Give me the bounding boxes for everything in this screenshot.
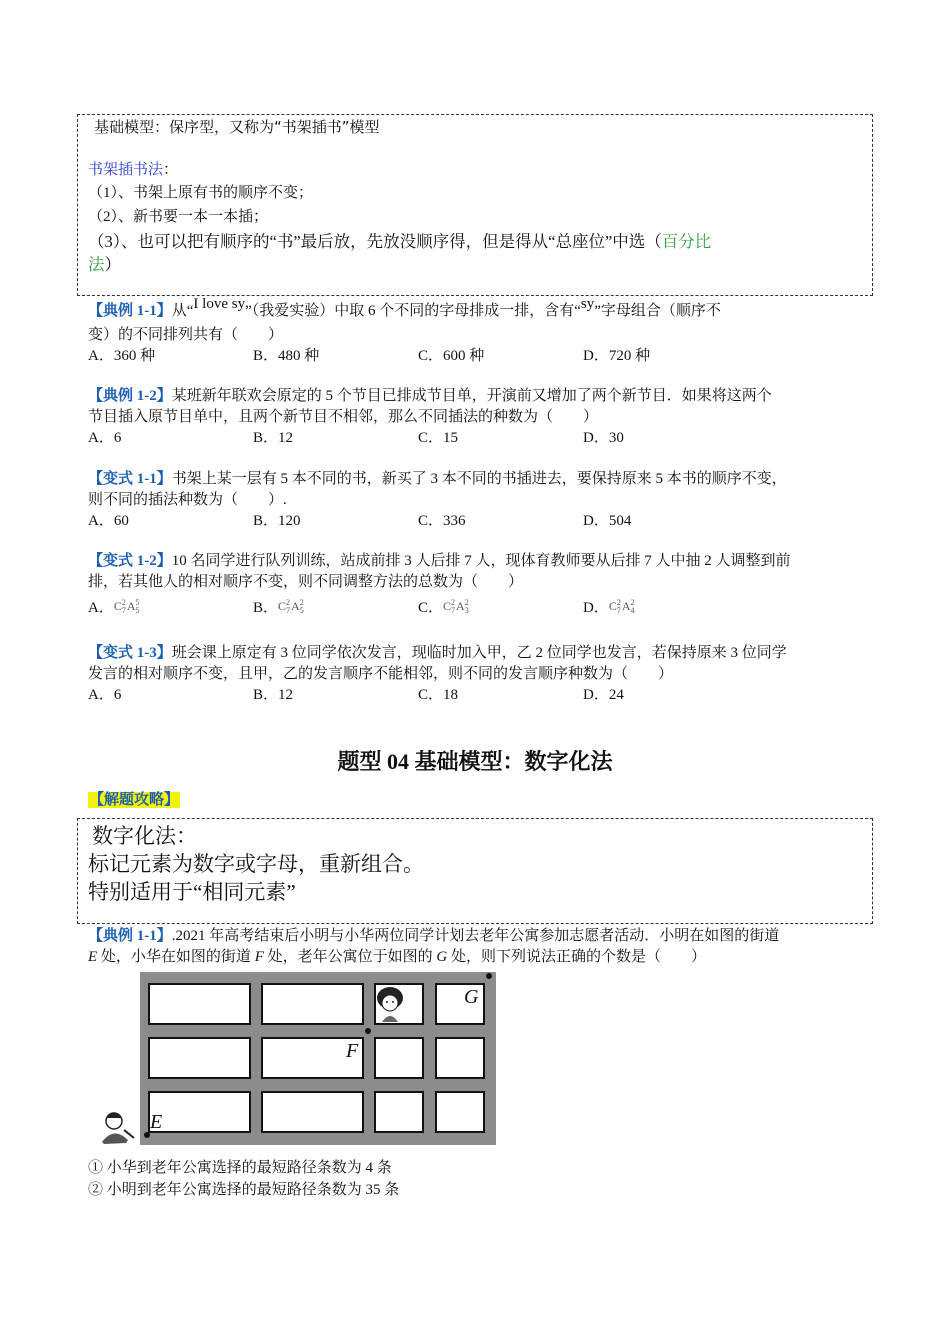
q2-text-1: 某班新年联欢会原定的 5 个节目已排成节目单，开演前又增加了两个新节目．如果将这两个 bbox=[171, 388, 772, 404]
q2-option-c[interactable]: C．15 bbox=[418, 430, 459, 446]
label-g: G bbox=[464, 986, 479, 1008]
method-item-3-close: ） bbox=[104, 255, 121, 274]
q6-text-2b: 处，老年公寓位于如图的 bbox=[263, 949, 437, 965]
q6-point-f: F bbox=[254, 949, 264, 965]
model-box-1 bbox=[77, 114, 873, 296]
q2-option-d[interactable]: D．30 bbox=[583, 430, 624, 446]
q4-tag: 【变式 1-2】 bbox=[88, 553, 172, 569]
method-item-3-cont bbox=[88, 254, 121, 275]
q3-option-c[interactable]: C．336 bbox=[418, 513, 466, 529]
box2-line-3: 特别适用于“相同元素” bbox=[88, 880, 296, 904]
q1-option-c[interactable]: C．600 种 bbox=[418, 348, 485, 364]
q4-option-b-formula: C 2 7 A 2 5 bbox=[278, 598, 304, 616]
method-item-3 bbox=[88, 231, 711, 252]
q4-option-a[interactable] bbox=[88, 598, 140, 619]
q2-tag: 【典例 1-2】 bbox=[88, 388, 172, 404]
q6-statement-2: ② 小明到老年公寓选择的最短路径条数为 35 条 bbox=[88, 1182, 400, 1198]
method-colon: ： bbox=[163, 162, 179, 178]
q6-line-1 bbox=[88, 926, 779, 947]
q6-line-2 bbox=[88, 947, 706, 968]
block-r2c4 bbox=[436, 1038, 484, 1078]
block-r3c1 bbox=[149, 1092, 250, 1132]
q6-statement-1: ① 小华到老年公寓选择的最短路径条数为 4 条 bbox=[88, 1160, 392, 1176]
point-g-dot bbox=[486, 973, 492, 979]
q3-option-a[interactable]: A．60 bbox=[88, 513, 129, 529]
boy-icon bbox=[102, 1113, 134, 1144]
q4-option-b[interactable] bbox=[253, 598, 304, 619]
q4-option-a-letter: A． bbox=[88, 600, 114, 616]
q6-point-e: E bbox=[88, 949, 98, 965]
q5-text-1: 班会课上原定有 3 位同学依次发言，现临时加入甲，乙 2 位同学也发言，若保持原来 3 位同学 bbox=[171, 645, 787, 661]
percentage-method: 百分比 bbox=[661, 232, 712, 251]
q6-tag: 【典例 1-1】 bbox=[88, 928, 172, 944]
q3-line-2: 则不同的插法种数为（ ）. bbox=[88, 492, 287, 508]
q2-line-2: 节目插入原节目单中，且两个新节目不相邻，那么不同插法的种数为（ ） bbox=[88, 409, 599, 425]
q5-tag: 【变式 1-3】 bbox=[88, 645, 172, 661]
q1-quote-2: sy bbox=[580, 296, 595, 312]
block-r2c3 bbox=[375, 1038, 423, 1078]
q4-option-c-formula: C 2 7 A 2 3 bbox=[443, 598, 469, 616]
q5-option-a[interactable]: A．6 bbox=[88, 687, 122, 703]
label-e: E bbox=[150, 1111, 163, 1133]
q6-point-g: G bbox=[436, 949, 448, 965]
q3-option-d[interactable]: D．504 bbox=[583, 513, 632, 529]
q1-quote-1: I love sy bbox=[193, 296, 246, 312]
block-r3c3 bbox=[375, 1092, 423, 1132]
strategy-label bbox=[88, 791, 180, 809]
box2-line-1: 数字化法： bbox=[92, 824, 197, 848]
q4-option-d[interactable] bbox=[583, 598, 635, 619]
strategy-label-text: 【解题攻略】 bbox=[89, 792, 180, 808]
q1-line-1 bbox=[88, 296, 721, 322]
q1-line-2: 变）的不同排列共有（ ） bbox=[88, 327, 284, 343]
q3-tag: 【变式 1-1】 bbox=[88, 471, 172, 487]
block-r1c1 bbox=[149, 984, 250, 1024]
q6-text-2a: 处，小华在如图的街道 bbox=[97, 949, 255, 965]
method-item-1: （1）、书架上原有书的顺序不变； bbox=[88, 185, 314, 201]
q4-option-c-letter: C． bbox=[418, 600, 444, 616]
q4-option-c[interactable] bbox=[418, 598, 469, 619]
label-f: F bbox=[346, 1040, 359, 1062]
q2-line-1 bbox=[88, 386, 772, 407]
q5-option-d[interactable]: D．24 bbox=[583, 687, 624, 703]
block-r3c2 bbox=[262, 1092, 363, 1132]
q3-option-b[interactable]: B．120 bbox=[253, 513, 301, 529]
box2-line-2: 标记元素为数字或字母，重新组合。 bbox=[88, 852, 424, 876]
percentage-method-cont: 法 bbox=[88, 255, 105, 274]
section-title: 题型 04 基础模型：数字化法 bbox=[337, 749, 613, 774]
q5-line-1 bbox=[88, 643, 787, 664]
q1-option-a[interactable]: A．360 种 bbox=[88, 348, 156, 364]
point-f-dot bbox=[365, 1028, 371, 1034]
method-item-2: （2）、新书要一本一本插； bbox=[88, 209, 269, 225]
block-r1c2 bbox=[262, 984, 363, 1024]
q1-tag: 【典例 1-1】 bbox=[88, 303, 172, 319]
q2-option-b[interactable]: B．12 bbox=[253, 430, 294, 446]
block-r2c1 bbox=[149, 1038, 250, 1078]
method-name bbox=[88, 160, 178, 181]
method-name-text: 书架插书法 bbox=[88, 162, 164, 178]
block-r3c4 bbox=[436, 1092, 484, 1132]
q4-line-1 bbox=[88, 551, 791, 572]
q5-option-b[interactable]: B．12 bbox=[253, 687, 294, 703]
q3-text-1: 书架上某一层有 5 本不同的书，新买了 3 本不同的书插进去，要保持原来 5 本书的顺序不变， bbox=[171, 471, 787, 487]
q1-option-d[interactable]: D．720 种 bbox=[583, 348, 651, 364]
method-item-3-text: （3）、也可以把有顺序的“书”最后放，先放没顺序得，但是得从“总座位”中选（ bbox=[88, 232, 662, 251]
q6-text-1: .2021 年高考结束后小明与小华两位同学计划去老年公寓参加志愿者活动．小明在如图的街道 bbox=[171, 928, 780, 944]
q1-text-a: 从“ bbox=[171, 303, 194, 319]
q4-line-2: 排，若其他人的相对顺序不变，则不同调整方法的总数为（ ） bbox=[88, 574, 524, 590]
q4-option-b-letter: B． bbox=[253, 600, 279, 616]
model-box-1-title: 基础模型：保序型，又称为“书架插书”模型 bbox=[94, 118, 380, 136]
street-grid-figure bbox=[96, 970, 500, 1148]
q1-text-b: ”（我爱实验）中取 6 个不同的字母排成一排，含有“ bbox=[245, 303, 581, 319]
q4-option-d-letter: D． bbox=[583, 600, 609, 616]
q4-text-1: 10 名同学进行队列训练，站成前排 3 人后排 7 人，现体育教师要从后排 7 人中抽 2 人调整到前 bbox=[171, 553, 791, 569]
q5-line-2: 发言的相对顺序不变，且甲，乙的发言顺序不能相邻，则不同的发言顺序种数为（ ） bbox=[88, 666, 674, 682]
q1-option-b[interactable]: B．480 种 bbox=[253, 348, 320, 364]
q6-text-2c: 处，则下列说法正确的个数是（ ） bbox=[447, 949, 706, 965]
q1-text-c: ”字母组合（顺序不 bbox=[594, 303, 721, 319]
q3-line-1 bbox=[88, 469, 787, 490]
q5-option-c[interactable]: C．18 bbox=[418, 687, 459, 703]
q4-option-a-formula: C 2 7 A 5 5 bbox=[113, 598, 140, 616]
q2-option-a[interactable]: A．6 bbox=[88, 430, 122, 446]
q4-option-d-formula: C 2 7 A 2 4 bbox=[608, 598, 635, 616]
